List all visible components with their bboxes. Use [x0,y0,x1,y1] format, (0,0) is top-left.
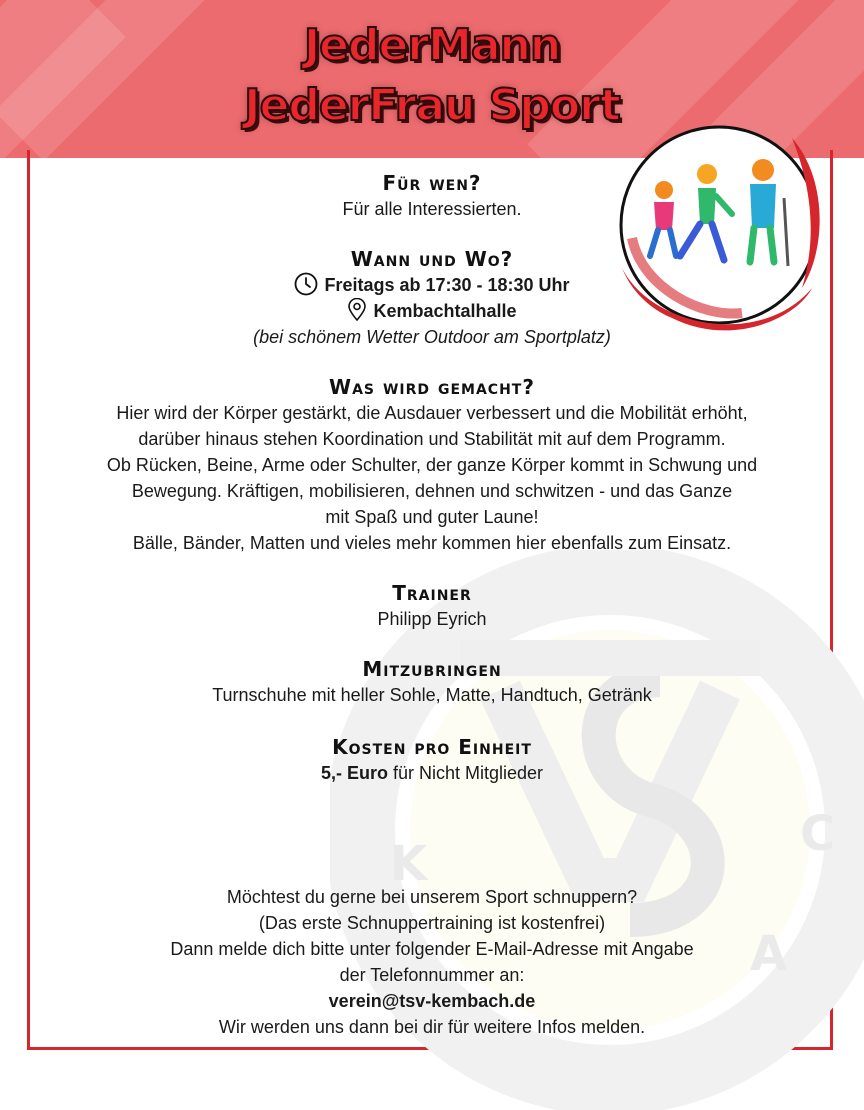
cost-section [40,734,824,786]
bring-heading: Mitzubringen [362,657,502,681]
cost-line [40,760,824,786]
location-pin-icon [347,298,367,322]
clock-icon [294,272,318,296]
cost-amount: 5,- Euro [320,763,388,783]
time-text: Freitags ab 17:30 - 18:30 Uhr [324,275,570,295]
contact-line: Wir werden uns dann bei dir für weitere Infos melden. [218,1017,646,1037]
what-line: Bälle, Bänder, Matten und vieles mehr kommen hier ebenfalls zum Einsatz. [132,533,732,553]
contact-line: (Das erste Schnuppertraining ist kostenfrei) [258,913,606,933]
trainer-name: Philipp Eyrich [377,609,487,629]
time-line [40,272,824,298]
when-section [40,246,824,350]
what-heading: Was wird gemacht? [329,375,535,399]
watermark-letter: A [750,926,788,982]
who-heading: Für wen? [382,171,482,195]
trainer-heading: Trainer [392,581,472,605]
what-line: darüber hinaus stehen Koordination und Stabilität mit auf dem Programm. [138,429,726,449]
contact-email-link[interactable]: verein@tsv-kembach.de [328,991,536,1011]
what-section [40,374,824,556]
bring-section [40,656,824,708]
what-line: Hier wird der Körper gestärkt, die Ausdauer verbessert und die Mobilität erhöht, [116,403,748,423]
bring-text: Turnschuhe mit heller Sohle, Matte, Handtuch, Getränk [212,685,652,705]
trainer-section [40,580,824,632]
place-line [40,298,824,324]
cost-text: für Nicht Mitglieder [387,763,544,783]
place-text: Kembachtalhalle [373,301,517,321]
contact-line: der Telefonnummer an: [339,965,525,985]
what-line: mit Spaß und guter Laune! [325,507,539,527]
contact-line: Möchtest du gerne bei unserem Sport schnuppern? [226,887,638,907]
cost-heading: Kosten pro Einheit [332,735,532,759]
when-heading: Wann und Wo? [350,247,514,271]
contact-line: Dann melde dich bitte unter folgender E-Mail-Adresse mit Angabe [170,939,694,959]
contact-section [40,884,824,1040]
weather-note: (bei schönem Wetter Outdoor am Sportplatz) [253,327,611,347]
who-section [40,170,824,222]
who-text: Für alle Interessierten. [342,199,522,219]
watermark-letter: C [800,806,836,862]
watermark-letter: K [390,836,428,892]
title-line-2: JederFrau Sport [244,80,620,131]
what-line: Ob Rücken, Beine, Arme oder Schulter, der ganze Körper kommt in Schwung und [106,455,758,475]
title-line-1: JederMann [303,20,561,71]
what-line: Bewegung. Kräftigen, mobilisieren, dehnen und schwitzen - und das Ganze [131,481,733,501]
